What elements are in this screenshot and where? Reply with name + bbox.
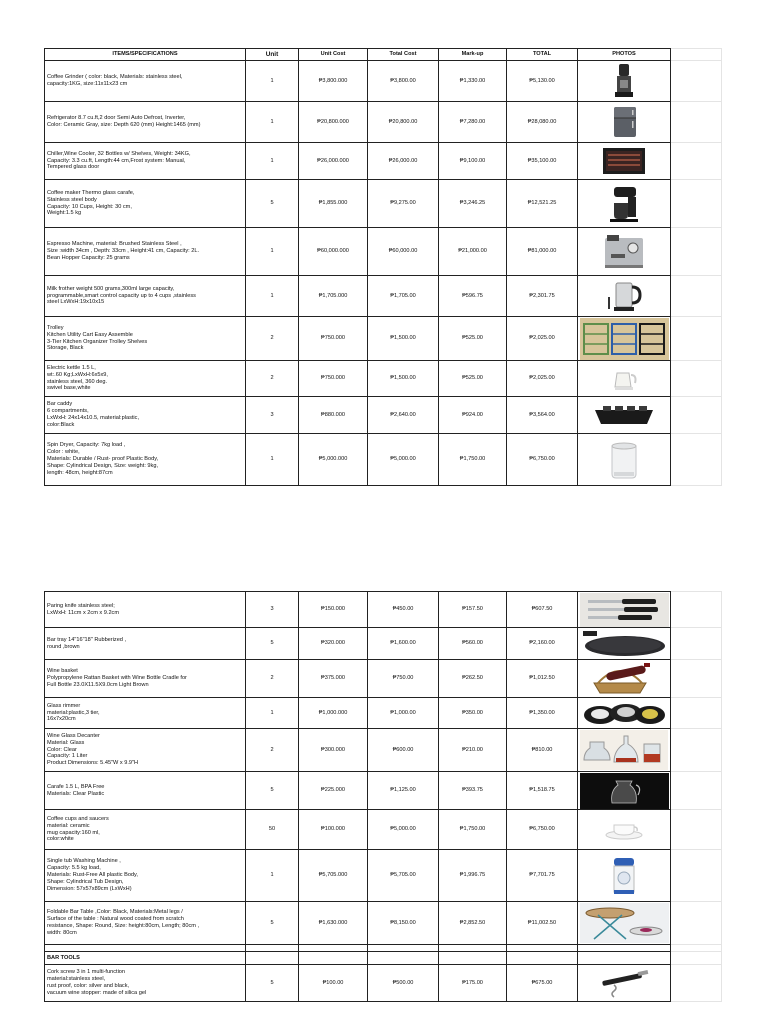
item-total-cost: ₱750.00 (368, 660, 439, 698)
header-unit-cost: Unit Cost (299, 49, 368, 61)
item-spec: Coffee cups and saucers material: ceramic mug capacity:160 ml, color:white (45, 810, 246, 850)
item-markup: ₱924.00 (439, 397, 507, 434)
item-markup: ₱7,280.00 (439, 102, 507, 143)
item-spec: Bar caddy 6 compartments, LxWxH: 24x14x10.5, material:plastic, color:Black (45, 397, 246, 434)
item-spec: Milk frother weight 500 grams,300ml large capacity, programmable,smart control capacity up to 4 cups ,stainless steel LxWxH:19x10x15 (45, 276, 246, 317)
item-total: ₱1,518.75 (507, 772, 578, 810)
item-total-cost: ₱1,600.00 (368, 628, 439, 660)
item-unit: 5 (246, 772, 299, 810)
table-row (45, 180, 722, 228)
item-total: ₱607.50 (507, 592, 578, 628)
item-total-cost: ₱5,705.00 (368, 850, 439, 902)
item-total-cost: ₱450.00 (368, 592, 439, 628)
item-total: ₱28,080.00 (507, 102, 578, 143)
empty-cell (368, 952, 439, 965)
item-markup: ₱3,246.25 (439, 180, 507, 228)
item-markup: ₱525.00 (439, 361, 507, 397)
item-unit: 5 (246, 628, 299, 660)
item-spec: Paring knife stainless steel; LxWxH: 11cm x 2cm x 9.2cm (45, 592, 246, 628)
item-total-cost: ₱20,800.00 (368, 102, 439, 143)
empty-cell (671, 729, 722, 772)
item-unit-cost: ₱26,000.000 (299, 143, 368, 180)
empty-cell (671, 628, 722, 660)
table-row (45, 228, 722, 276)
item-total-cost: ₱1,500.00 (368, 361, 439, 397)
table-row (45, 628, 722, 660)
equipment-table-2 (44, 591, 722, 1002)
header-total: TOTAL (507, 49, 578, 61)
table-row (45, 317, 722, 361)
item-unit: 1 (246, 61, 299, 102)
item-total: ₱11,002.50 (507, 902, 578, 945)
item-unit-cost: ₱300.000 (299, 729, 368, 772)
table-row (45, 660, 722, 698)
item-unit-cost: ₱1,630.000 (299, 902, 368, 945)
table-row (45, 772, 722, 810)
header-photos: PHOTOS (578, 49, 671, 61)
header-items: ITEMS/SPECIFICATIONS (45, 49, 246, 61)
wine-basket-photo (586, 661, 662, 697)
item-total: ₱810.00 (507, 729, 578, 772)
glass-rimmer-photo (580, 699, 668, 727)
table-row (45, 850, 722, 902)
empty-cell (671, 102, 722, 143)
table-row (45, 143, 722, 180)
bar-tray-photo (581, 630, 667, 658)
coffee-maker-photo (604, 183, 644, 225)
item-unit: 1 (246, 434, 299, 486)
empty-cell (299, 945, 368, 952)
item-spec: Electric kettle 1.5 L, wt:.60 Kg;LxWxH:6x5x9, stainless steel, 360 deg. swivel base,white (45, 361, 246, 397)
wine-cooler-photo (601, 145, 647, 177)
item-spec: Coffee Grinder ( color: black, Materials: stainless steel, capacity:1KG, size:11x11x23 cm (45, 61, 246, 102)
item-total: ₱7,701.75 (507, 850, 578, 902)
item-unit: 2 (246, 361, 299, 397)
item-markup: ₱525.00 (439, 317, 507, 361)
empty-cell (246, 945, 299, 952)
coffee-grinder-photo (604, 62, 644, 100)
empty-cell (578, 952, 671, 965)
empty-cell (507, 945, 578, 952)
item-total-cost: ₱8,150.00 (368, 902, 439, 945)
item-unit: 1 (246, 276, 299, 317)
item-unit-cost: ₱5,705.000 (299, 850, 368, 902)
item-markup: ₱350.00 (439, 698, 507, 729)
item-total-cost: ₱2,640.00 (368, 397, 439, 434)
empty-cell (671, 397, 722, 434)
table-row (45, 102, 722, 143)
item-unit-cost: ₱320.000 (299, 628, 368, 660)
item-markup: ₱1,996.75 (439, 850, 507, 902)
item-markup: ₱262.50 (439, 660, 507, 698)
item-markup: ₱210.00 (439, 729, 507, 772)
item-unit-cost: ₱20,800.000 (299, 102, 368, 143)
item-spec: Foldable Bar Table ,Color: Black, Materials:Metal legs / Surface of the table : Natural wood coated from scratch resistance, Shape: Round, Size: height:80cm, Length; 80cm , width: 80cm (45, 902, 246, 945)
empty-cell (578, 945, 671, 952)
item-unit-cost: ₱100.00 (299, 965, 368, 1002)
empty-cell (671, 945, 722, 952)
item-total: ₱2,160.00 (507, 628, 578, 660)
table-row (45, 434, 722, 486)
empty-cell (671, 228, 722, 276)
item-unit-cost: ₱60,000.000 (299, 228, 368, 276)
refrigerator-photo (604, 103, 644, 141)
empty-cell (671, 276, 722, 317)
item-total-cost: ₱600.00 (368, 729, 439, 772)
table-row (45, 965, 722, 1002)
equipment-table-1 (44, 48, 722, 486)
item-unit: 5 (246, 965, 299, 1002)
empty-cell (671, 965, 722, 1002)
empty-cell (439, 952, 507, 965)
item-spec: Single tub Washing Machine , Capacity: 5.5 kg load, Materials: Rust-Free All plastic Body, Shape: Cylindrical Tub Design, Dimension: 57x57x89cm (LxWxH) (45, 850, 246, 902)
item-markup: ₱157.50 (439, 592, 507, 628)
item-unit-cost: ₱880.000 (299, 397, 368, 434)
item-unit-cost: ₱750.000 (299, 317, 368, 361)
empty-cell (671, 434, 722, 486)
empty-cell (507, 952, 578, 965)
item-spec: Refrigerator 8.7 cu.ft,2 door Semi Auto Defrost, Inverter, Color: Ceramic Gray, size: Depth 620 (mm) Height:1465 (mm) (45, 102, 246, 143)
empty-cell (299, 952, 368, 965)
item-unit-cost: ₱5,000.000 (299, 434, 368, 486)
table-row (45, 61, 722, 102)
item-spec: Espresso Machine, material: Brushed Stainless Steel , Size :width 34cm , Depth: 33cm , Height:41 cm, Capacity: 2L. Bean Hopper Capacity: 25 grams (45, 228, 246, 276)
item-total-cost: ₱1,500.00 (368, 317, 439, 361)
item-markup: ₱21,000.00 (439, 228, 507, 276)
item-markup: ₱1,750.00 (439, 434, 507, 486)
empty-cell (671, 772, 722, 810)
corkscrew-photo (594, 967, 654, 999)
item-spec: Wine Glass Decanter Material: Glass Color: Clear Capacity: 1 Liter Product Dimensions: 5.45"W x 9.9"H (45, 729, 246, 772)
empty-cell (671, 361, 722, 397)
empty-cell (671, 952, 722, 965)
empty-cell (671, 49, 722, 61)
item-total: ₱3,564.00 (507, 397, 578, 434)
item-total-cost: ₱500.00 (368, 965, 439, 1002)
item-total-cost: ₱3,800.00 (368, 61, 439, 102)
section-row (45, 952, 722, 965)
foldable-bar-table-photo (580, 903, 669, 943)
empty-cell (671, 317, 722, 361)
header-row (45, 49, 722, 61)
item-markup: ₱9,100.00 (439, 143, 507, 180)
item-spec: Trolley Kitchen Utility Cart Easy Assemble 3-Tier Kitchen Organizer Trolley Shelves Storage, Black (45, 317, 246, 361)
item-total-cost: ₱1,125.00 (368, 772, 439, 810)
item-spec: Carafe 1.5 L, BPA Free Materials: Clear Plastic (45, 772, 246, 810)
item-unit: 3 (246, 397, 299, 434)
table-row (45, 361, 722, 397)
bar-caddy-photo (589, 400, 659, 430)
item-total-cost: ₱1,000.00 (368, 698, 439, 729)
item-unit-cost: ₱100.000 (299, 810, 368, 850)
item-unit: 3 (246, 592, 299, 628)
wine-decanter-photo (580, 730, 668, 770)
item-spec: Glass rimmer material:plastic,3 tier, 16x7x20cm (45, 698, 246, 729)
item-unit: 1 (246, 228, 299, 276)
spacer-row (45, 945, 722, 952)
item-unit-cost: ₱3,800.000 (299, 61, 368, 102)
spin-dryer-photo (604, 438, 644, 482)
item-total: ₱6,750.00 (507, 434, 578, 486)
empty-cell (671, 592, 722, 628)
item-total-cost: ₱1,705.00 (368, 276, 439, 317)
item-spec: Chiller,Wine Cooler, 32 Bottles w/ Shelves, Weight: 34KG, Capacity: 3.3 cu.ft, Length:44 cm,Frost system: Manual, Tempered glass door (45, 143, 246, 180)
item-total: ₱2,025.00 (507, 317, 578, 361)
item-markup: ₱175.00 (439, 965, 507, 1002)
item-unit-cost: ₱1,855.000 (299, 180, 368, 228)
electric-kettle-photo (607, 365, 641, 393)
item-markup: ₱1,750.00 (439, 810, 507, 850)
item-unit-cost: ₱1,705.000 (299, 276, 368, 317)
item-total: ₱2,025.00 (507, 361, 578, 397)
item-total: ₱2,301.75 (507, 276, 578, 317)
item-total-cost: ₱26,000.00 (368, 143, 439, 180)
item-unit: 1 (246, 143, 299, 180)
header-total-cost: Total Cost (368, 49, 439, 61)
item-markup: ₱2,852.50 (439, 902, 507, 945)
item-unit-cost: ₱1,000.000 (299, 698, 368, 729)
item-unit-cost: ₱750.000 (299, 361, 368, 397)
item-unit: 1 (246, 698, 299, 729)
table-row (45, 592, 722, 628)
empty-cell (246, 952, 299, 965)
item-markup: ₱393.75 (439, 772, 507, 810)
empty-cell (45, 945, 246, 952)
table-row (45, 729, 722, 772)
item-total: ₱35,100.00 (507, 143, 578, 180)
empty-cell (368, 945, 439, 952)
item-unit: 2 (246, 660, 299, 698)
empty-cell (671, 902, 722, 945)
item-total-cost: ₱60,000.00 (368, 228, 439, 276)
item-markup: ₱560.00 (439, 628, 507, 660)
item-total: ₱1,012.50 (507, 660, 578, 698)
table-row (45, 902, 722, 945)
item-unit: 2 (246, 729, 299, 772)
item-unit: 2 (246, 317, 299, 361)
section-bar-tools: BAR TOOLS (45, 952, 246, 965)
item-total: ₱81,000.00 (507, 228, 578, 276)
empty-cell (671, 810, 722, 850)
item-markup: ₱596.75 (439, 276, 507, 317)
item-unit: 5 (246, 180, 299, 228)
trolley-photo (580, 318, 669, 360)
item-spec: Spin Dryer, Capacity: 7kg load , Color : white, Materials: Durable / Rust- proof Plastic Body, Shape: Cylindrical Design, Size: weight: 9kg, length: 48cm, height:87cm (45, 434, 246, 486)
empty-cell (671, 850, 722, 902)
item-total: ₱5,130.00 (507, 61, 578, 102)
item-unit: 1 (246, 102, 299, 143)
table-row (45, 397, 722, 434)
empty-cell (671, 61, 722, 102)
empty-cell (671, 180, 722, 228)
paring-knife-photo (580, 593, 669, 627)
empty-cell (671, 698, 722, 729)
milk-frother-photo (602, 277, 646, 315)
item-unit: 50 (246, 810, 299, 850)
item-total-cost: ₱5,000.00 (368, 810, 439, 850)
item-unit-cost: ₱225.000 (299, 772, 368, 810)
table-row (45, 810, 722, 850)
item-spec: Bar tray 14"16"18" Rubberized , round ,brown (45, 628, 246, 660)
table-row (45, 276, 722, 317)
header-markup: Mark-up (439, 49, 507, 61)
item-total: ₱1,350.00 (507, 698, 578, 729)
item-total-cost: ₱9,275.00 (368, 180, 439, 228)
item-spec: Coffee maker Thermo glass carafe, Stainless steel body Capacity: 10 Cups, Height: 30 cm, Weight:1.5 kg (45, 180, 246, 228)
item-spec: Cork screw 3 in 1 multi-function material:stainless steel, rust proof, color: silver and black, vacuum wine stopper: made of silica gel (45, 965, 246, 1002)
item-unit-cost: ₱375.000 (299, 660, 368, 698)
item-total: ₱6,750.00 (507, 810, 578, 850)
washing-machine-photo (604, 854, 644, 898)
coffee-cup-photo (602, 817, 646, 843)
item-total: ₱12,521.25 (507, 180, 578, 228)
item-spec: Wine basket Polypropylene Rattan Basket with Wine Bottle Cradle for Full Bottle 23.0X11.5X9.0cm Light Brown (45, 660, 246, 698)
empty-cell (671, 143, 722, 180)
item-unit-cost: ₱150.000 (299, 592, 368, 628)
item-total: ₱675.00 (507, 965, 578, 1002)
item-total-cost: ₱5,000.00 (368, 434, 439, 486)
table-row (45, 698, 722, 729)
item-unit: 5 (246, 902, 299, 945)
empty-cell (671, 660, 722, 698)
item-markup: ₱1,330.00 (439, 61, 507, 102)
empty-cell (439, 945, 507, 952)
header-unit: Unit (246, 49, 299, 61)
espresso-machine-photo (599, 232, 649, 272)
item-unit: 1 (246, 850, 299, 902)
carafe-photo (580, 773, 669, 809)
